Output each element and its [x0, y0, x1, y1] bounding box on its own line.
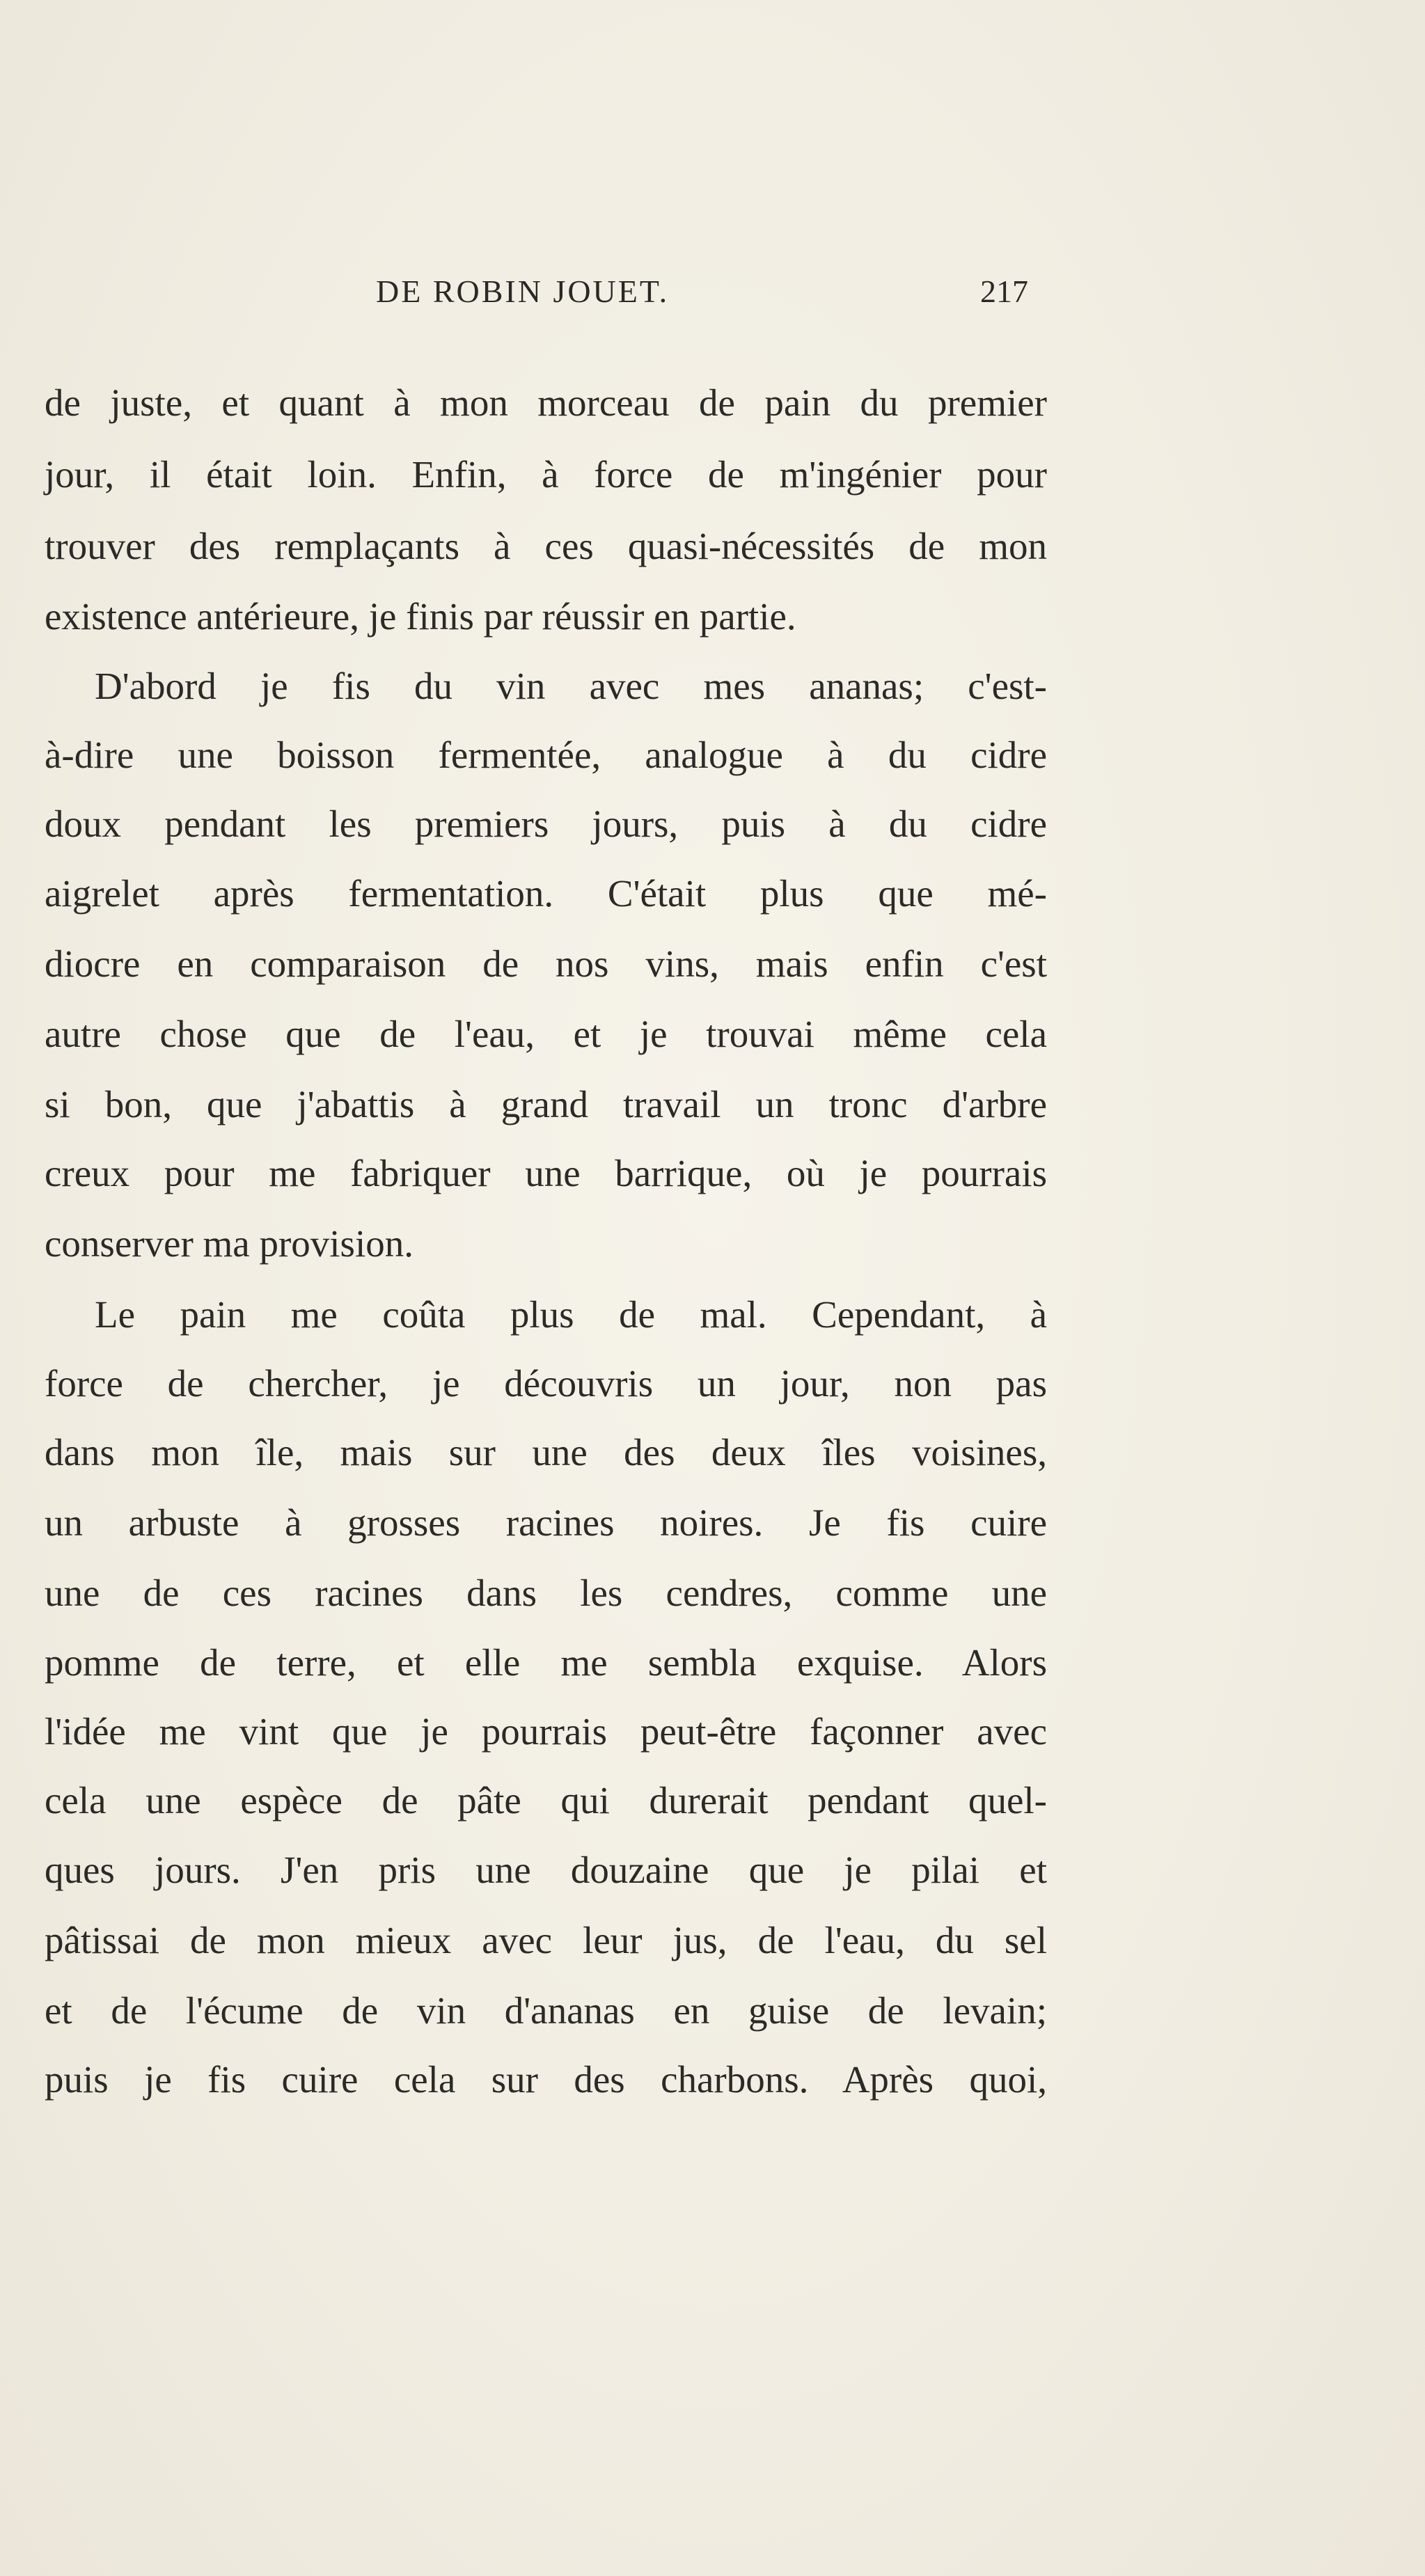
text-line: doux pendant les premiers jours, puis à du cidre [45, 803, 1047, 845]
text-line: autre chose que de l'eau, et je trouvai même cela [45, 1013, 1047, 1055]
text-line: D'abord je fis du vin avec mes ananas; c'est- [95, 665, 1047, 707]
text-line: cela une espèce de pâte qui durerait pendant quel- [45, 1779, 1047, 1822]
text-line: une de ces racines dans les cendres, comme une [45, 1572, 1047, 1614]
text-line: si bon, que j'abattis à grand travail un tronc d'arbre [45, 1083, 1047, 1125]
text-line: dans mon île, mais sur une des deux îles voisines, [45, 1431, 1047, 1473]
text-line: trouver des remplaçants à ces quasi-nécessités de mon [45, 525, 1047, 567]
text-line: un arbuste à grosses racines noires. Je fis cuire [45, 1501, 1047, 1544]
text-line: puis je fis cuire cela sur des charbons. Après quoi, [45, 2058, 1047, 2101]
text-line: l'idée me vint que je pourrais peut-être façonner avec [45, 1710, 1047, 1753]
text-line: à-dire une boisson fermentée, analogue à du cidre [45, 734, 1047, 776]
text-line: diocre en comparaison de nos vins, mais enfin c'est [45, 942, 1047, 985]
text-line: pomme de terre, et elle me sembla exquise. Alors [45, 1641, 1047, 1684]
text-line: pâtissai de mon mieux avec leur jus, de l'eau, du sel [45, 1919, 1047, 1961]
text-line: conserver ma provision. [45, 1222, 414, 1265]
text-line: aigrelet après fermentation. C'était plus que mé- [45, 872, 1047, 915]
text-line: ques jours. J'en pris une douzaine que je pilai et [45, 1849, 1047, 1891]
text-line: et de l'écume de vin d'ananas en guise de levain; [45, 1989, 1047, 2032]
text-line: creux pour me fabriquer une barrique, où je pourrais [45, 1152, 1047, 1194]
text-line: jour, il était loin. Enfin, à force de m'ingénier pour [45, 453, 1047, 496]
page-number: 217 [980, 274, 1028, 309]
text-line: de juste, et quant à mon morceau de pain du premier [45, 381, 1047, 424]
running-head: DE ROBIN JOUET. [376, 274, 670, 309]
text-line: Le pain me coûta plus de mal. Cependant, à [95, 1293, 1047, 1336]
text-line: existence antérieure, je finis par réussir en partie. [45, 595, 796, 638]
text-line: force de chercher, je découvris un jour, non pas [45, 1362, 1047, 1405]
